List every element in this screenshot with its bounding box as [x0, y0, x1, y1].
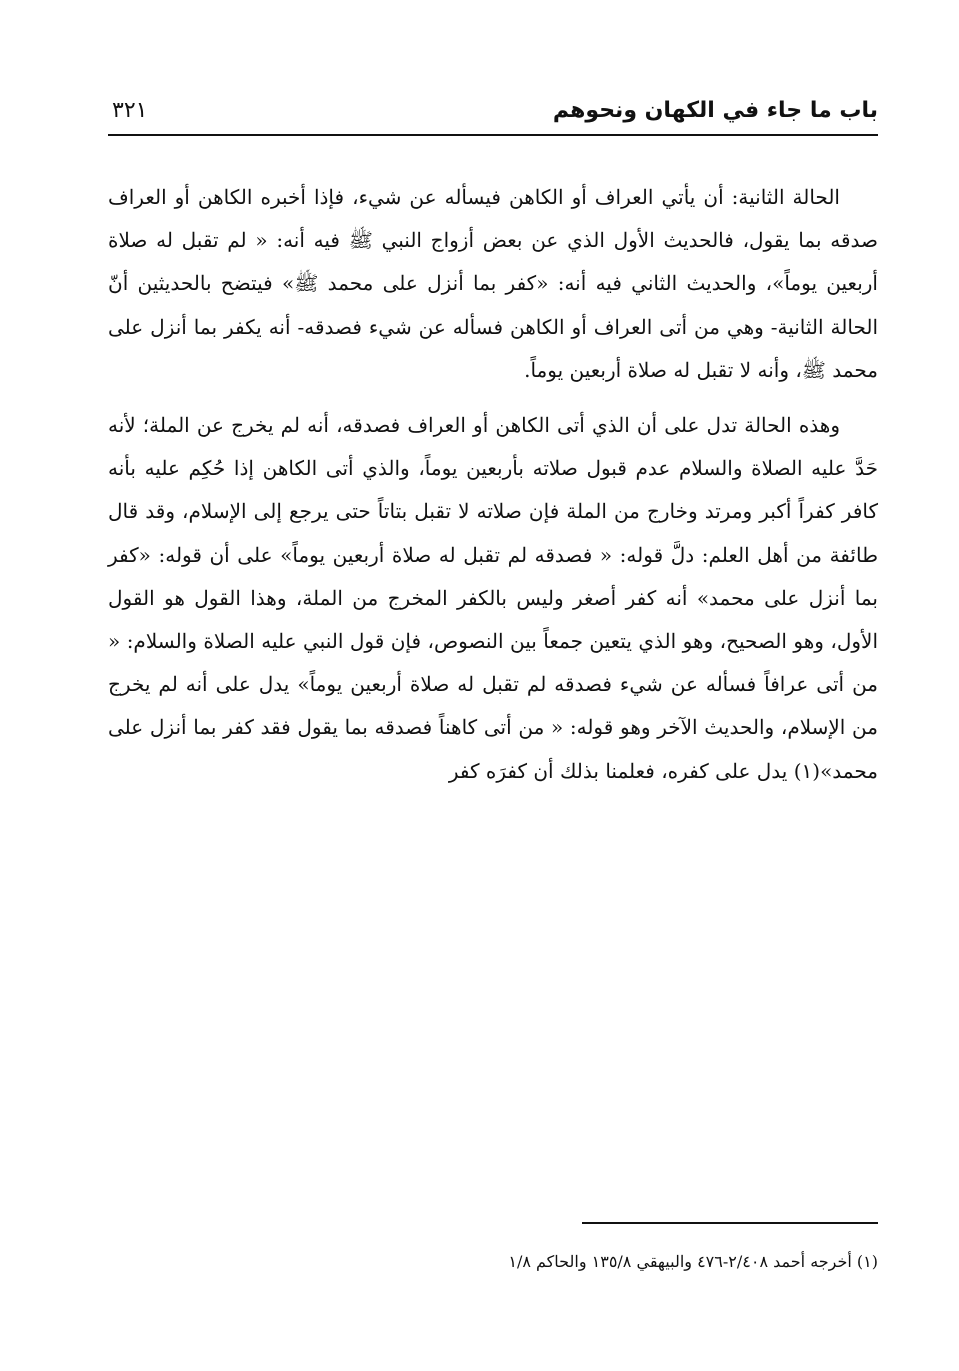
running-header [108, 94, 878, 134]
footnote-divider [582, 1222, 878, 1224]
header-divider [108, 134, 878, 136]
page-number: ٣٢١ [112, 98, 148, 123]
body-text [108, 176, 878, 793]
paragraph-1: الحالة الثانية: أن يأتي العراف أو الكاهن فيسأله عن شيء، فإذا أخبره الكاهن أو العراف صدقه بما يقول، فالحديث الأول الذي عن بعض أزواج النبي ﷺ فيه أنه: « لم تقبل له صلاة أربعين يوماً»، والحديث الثاني فيه أنه: «كفر بما أنزل على محمد ﷺ» فيتضح بالحديثين أنّ الحالة الثانية- وهي من أتى العراف أو الكاهن فسأله عن شيء فصدقه- أنه يكفر بما أنزل على محمد ﷺ، وأنه لا تقبل له صلاة أربعين يوماً. [108, 185, 878, 382]
footnote: (١) أخرجه أحمد ٢/٤٠٨-٤٧٦ والبيهقي ١٣٥/٨ والحاكم ١/٨ [508, 1252, 878, 1271]
chapter-title: باب ما جاء في الكهان ونحوهم [552, 98, 878, 123]
paragraph-2: وهذه الحالة تدل على أن الذي أتى الكاهن أو العراف فصدقه، أنه لم يخرج عن الملة؛ لأنه حَدَّ عليه الصلاة والسلام عدم قبول صلاته بأربعين يوماً، والذي أتى الكاهن إذا حُكِم عليه بأنه كافر كفراً أكبر ومرتد وخارج من الملة فإن صلاته لا تقبل بتاتاً حتى يرجع إلى الإسلام، وقد قال طائفة من أهل العلم: دلَّ قوله: « فصدقه لم تقبل له صلاة أربعين يوماً» على أن قوله: «كفر بما أنزل على محمد» أنه كفر أصغر وليس بالكفر المخرج من الملة، وهذا القول هو القول الأول، وهو الصحيح، وهو الذي يتعين جمعاً بين النصوص، فإن قول النبي عليه الصلاة والسلام: « من أتى عرافاً فسأله عن شيء فصدقه لم تقبل له صلاة أربعين يوماً» يدل على أنه لم يخرج من الإسلام، والحديث الآخر وهو قوله: « من أتى كاهناً فصدقه بما يقول فقد كفر بما أنزل على محمد»(١) يدل على كفره، فعلمنا بذلك أن كفرَه كفر [108, 413, 878, 783]
